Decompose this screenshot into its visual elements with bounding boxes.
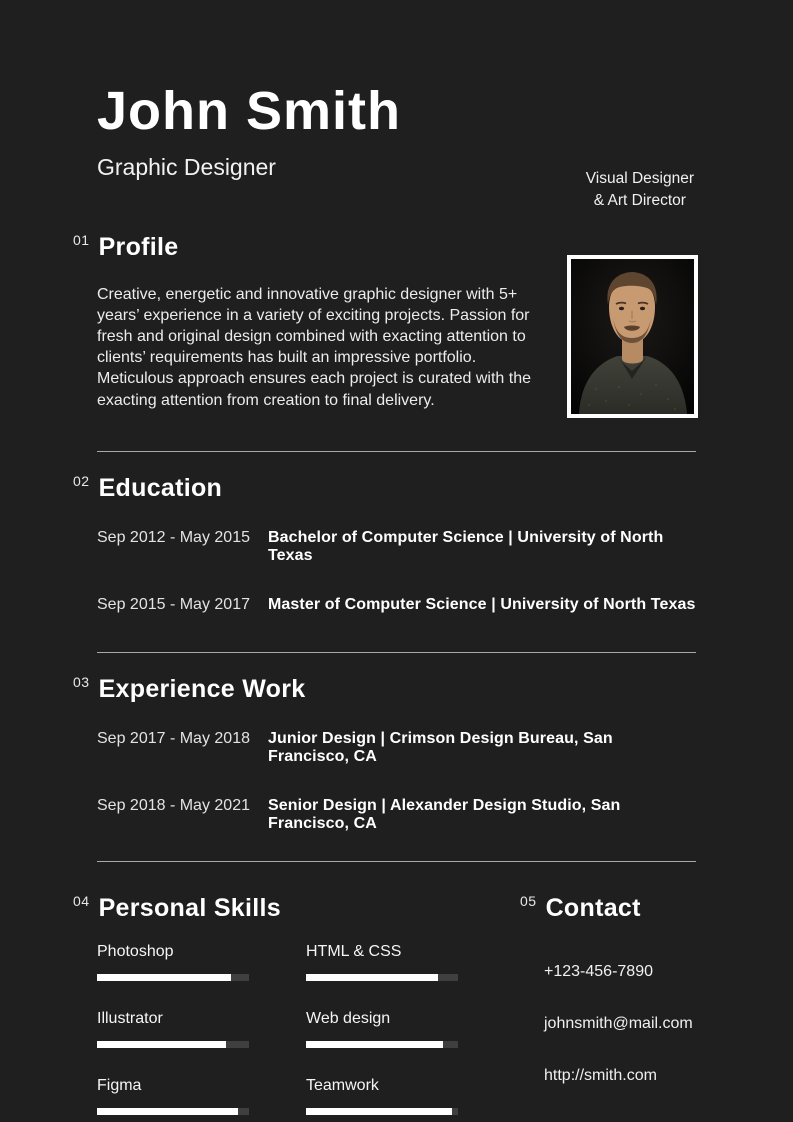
- tagline-line1: Visual Designer: [585, 170, 694, 187]
- section-divider: [97, 652, 696, 653]
- skill-item: [306, 1077, 515, 1115]
- skill-label: Photoshop: [97, 942, 174, 960]
- education-description: Bachelor of Computer Science | University of North Texas: [268, 528, 664, 564]
- experience-section-title: Experience Work: [98, 674, 306, 703]
- tagline: [586, 168, 694, 211]
- skill-item: [97, 1077, 306, 1115]
- skill-progress-fill: [306, 1041, 443, 1048]
- skill-item: [97, 943, 306, 981]
- contact-section-number: 05: [520, 892, 537, 909]
- contact-section: [520, 892, 693, 1122]
- profile-section-number: 01: [73, 232, 90, 248]
- experience-description: Junior Design | Crimson Design Bureau, San Francisco, CA: [268, 729, 613, 765]
- experience-description: Senior Design | Alexander Design Studio, San Francisco, CA: [268, 796, 621, 832]
- skill-progress-bar: [306, 1108, 458, 1115]
- education-section-number: 02: [73, 472, 90, 489]
- experience-dates: Sep 2017 - May 2018: [97, 729, 250, 747]
- experience-section-header: [73, 675, 696, 704]
- skill-label: Teamwork: [306, 1076, 379, 1094]
- experience-row: [97, 730, 696, 766]
- contact-email: johnsmith@mail.com: [544, 1014, 693, 1032]
- skill-progress-fill: [306, 974, 438, 981]
- education-dates: Sep 2015 - May 2017: [97, 595, 250, 613]
- skills-section-header: [73, 894, 517, 923]
- skill-progress-fill: [306, 1108, 452, 1115]
- profile-section-title: Profile: [98, 233, 179, 261]
- skill-progress-bar: [306, 1041, 458, 1048]
- experience-dates: Sep 2018 - May 2021: [97, 796, 250, 814]
- skill-label: Figma: [97, 1076, 142, 1094]
- skill-label: HTML & CSS: [306, 942, 402, 960]
- skill-progress-bar: [97, 1041, 249, 1048]
- contact-section-header: [520, 894, 693, 923]
- portrait-photo-illustration: [571, 259, 694, 414]
- contact-section-title: Contact: [545, 893, 641, 922]
- skill-progress-bar: [306, 974, 458, 981]
- skill-progress-fill: [97, 974, 231, 981]
- skill-progress-bar: [97, 1108, 249, 1115]
- education-section-header: [73, 474, 696, 503]
- section-divider: [97, 451, 696, 452]
- skills-section-number: 04: [73, 892, 90, 909]
- skills-column-left: [97, 943, 306, 1122]
- skill-label: Illustrator: [97, 1009, 163, 1027]
- header: [0, 0, 793, 181]
- education-row: [97, 596, 696, 614]
- skill-progress-bar: [97, 974, 249, 981]
- section-divider: [97, 861, 696, 862]
- job-title: Graphic Designer: [97, 154, 276, 180]
- skills-column-right: [306, 943, 515, 1122]
- education-description: Master of Computer Science | University of North Texas: [268, 595, 696, 613]
- portrait-photo: [567, 255, 698, 418]
- person-name: John Smith: [97, 81, 401, 141]
- skills-section: [73, 892, 517, 1122]
- education-section-title: Education: [98, 473, 223, 502]
- contact-phone: +123-456-7890: [544, 962, 653, 980]
- skill-progress-fill: [97, 1108, 238, 1115]
- skill-item: [306, 1010, 515, 1048]
- tagline-line2: & Art Director: [593, 191, 686, 209]
- skill-item: [306, 943, 515, 981]
- profile-text: Creative, energetic and innovative graphic designer with 5+ years’ experience in a variety of exciting projects. Passion for fresh and original design combined with exacting attention to clients’ requirements has built an impressive portfolio. Meticulous approach ensures each project is curated with the exacting attention from creation to final delivery.: [97, 286, 532, 409]
- skills-section-title: Personal Skills: [98, 893, 281, 922]
- education-row: [97, 529, 696, 565]
- skill-item: [97, 1010, 306, 1048]
- skill-label: Web design: [306, 1009, 391, 1027]
- contact-website: http://smith.com: [544, 1066, 657, 1084]
- skill-progress-fill: [97, 1041, 226, 1048]
- experience-row: [97, 797, 696, 833]
- education-dates: Sep 2012 - May 2015: [97, 528, 250, 546]
- experience-section-number: 03: [73, 673, 90, 690]
